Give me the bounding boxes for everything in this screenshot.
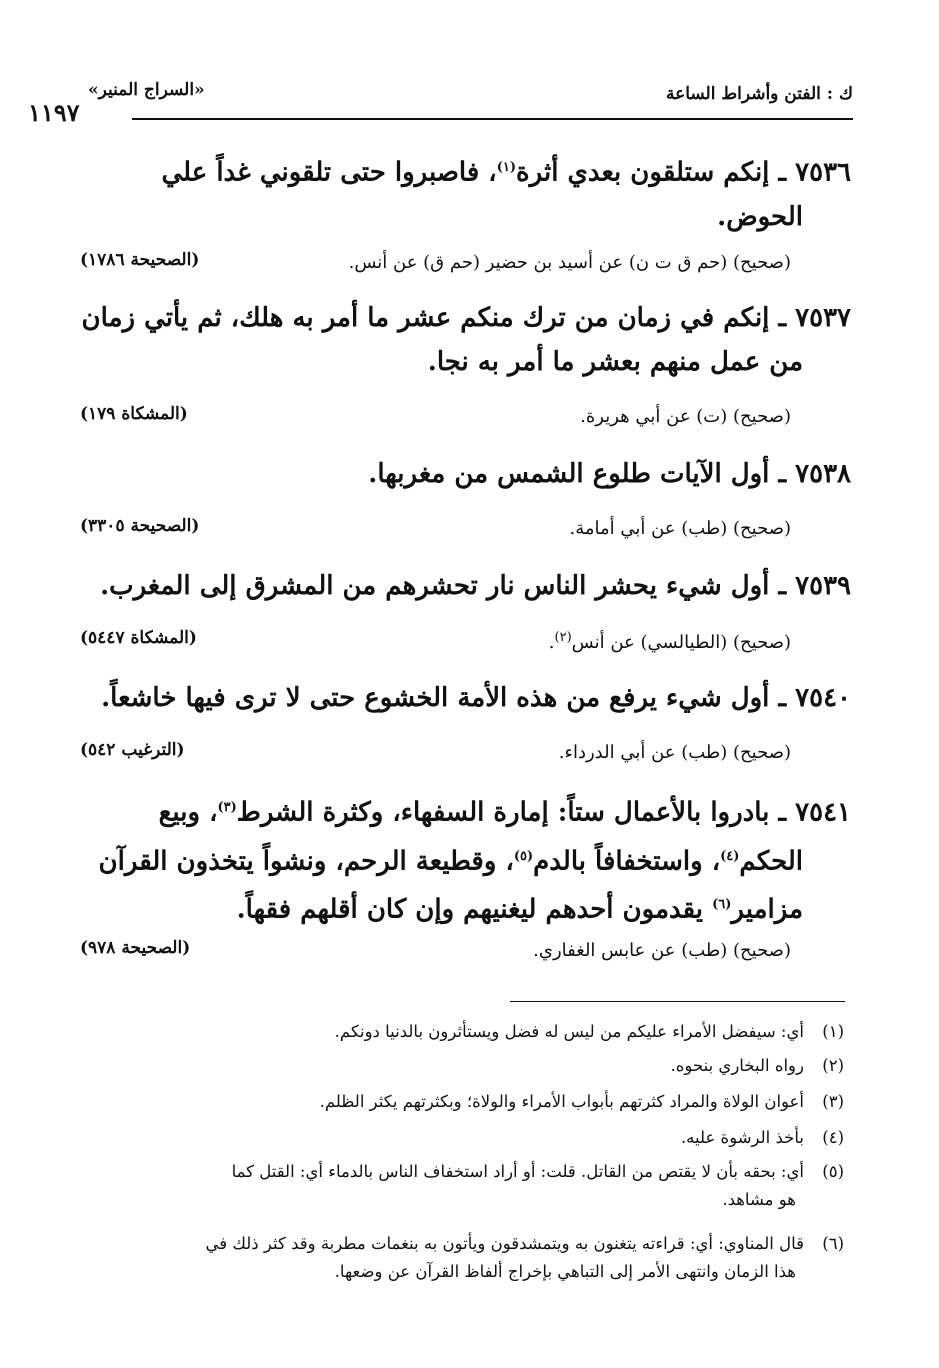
footnote-text: هذا الزمان وانتهى الأمر إلى التباهي بإخراج ألفاظ القرآن عن وضعها. (334, 1262, 796, 1281)
hadith-text: ـ أول شيء يحشر الناس نار تحشرهم من المشرق إلى المغرب. (100, 571, 787, 601)
footnote-ref: (١) (496, 160, 516, 175)
hadith-text: ، وقطيعة الرحم، ونشواً يتخذون القرآن (98, 846, 514, 877)
footnote-number: (٥) (822, 1162, 844, 1181)
footnote-text: بأخذ الرشوة عليه. (680, 1128, 804, 1147)
hadith-number: ٧٥٣٦ (795, 157, 851, 188)
hadith-grade: (صحيح) (حم ق ت ن) عن أسيد بن حضير (حم ق) عن أنس. (348, 252, 791, 273)
footnote-number: (١) (822, 1022, 844, 1041)
hadith-grade: (صحيح) (الطيالسي) عن أنس$^{(٢)}$. (548, 630, 791, 653)
grade-text: (صحيح) (الطيالسي) عن أنس (571, 632, 791, 653)
footnote-ref: (٣) (217, 800, 237, 815)
footnote-text: قال المناوي: أي: قراءته يتغنون به ويتمشدقون ويأتون به بنغمات مطربة وقد كثر ذلك في (205, 1234, 804, 1253)
hadith-text: ـ إنكم ستلقون بعدي أثرة (516, 157, 787, 188)
footnote (64, 1052, 844, 1080)
hadith-line (81, 146, 851, 195)
hadith-entry (81, 452, 851, 496)
footnote-divider (510, 1001, 845, 1002)
hadith-text: مزامير (731, 894, 803, 925)
hadith-grade: (صحيح) (طب) عن عابس الغفاري. (533, 940, 791, 961)
page-header (28, 80, 853, 127)
hadith-number: ٧٥٣٩ (795, 571, 851, 601)
hadith-number: ٧٥٣٧ (795, 303, 851, 333)
footnote (64, 1018, 844, 1046)
footnote-text: أعوان الولاة والمراد كثرتهم بأبواب الأمراء والولاة؛ وبكثرتهم يكثر الظلم. (319, 1092, 804, 1111)
hadith-reference: (الصحيحة ٣٣٠٥) (80, 516, 200, 536)
hadith-text: ـ أول شيء يرفع من هذه الأمة الخشوع حتى لا ترى فيها خاشعاً. (101, 683, 787, 713)
footnote-ref: (٢) (554, 630, 572, 645)
hadith-entry (81, 786, 851, 932)
hadith-reference: (الصحيحة ٩٧٨) (80, 938, 191, 958)
book-title: «السراج المنير» (88, 80, 205, 100)
chapter-title: ك : الفتن وأشراط الساعة (665, 84, 853, 104)
footnote (64, 1230, 844, 1286)
hadith-reference: (المشكاة ١٧٩) (80, 404, 188, 424)
footnote (64, 1158, 844, 1214)
hadith-line (81, 883, 851, 932)
hadith-line (81, 835, 851, 884)
footnote-number: (٣) (822, 1092, 844, 1111)
hadith-text: الحكم (739, 846, 803, 877)
hadith-reference: (الترغيب ٥٤٢) (80, 740, 185, 760)
hadith-text: ـ أول الآيات طلوع الشمس من مغربها. (368, 459, 787, 489)
hadith-text: ، فاصبروا حتى تلقوني غداً علي (161, 157, 497, 188)
footnote-ref: (٦) (712, 897, 732, 913)
footnote-number: (٤) (822, 1128, 844, 1147)
hadith-grade: (صحيح) (طب) عن أبي أمامة. (569, 518, 791, 539)
footnote-text: هو مشاهد. (722, 1190, 796, 1209)
hadith-entry (81, 676, 851, 720)
footnote-number: (٦) (822, 1234, 844, 1253)
footnote (64, 1124, 844, 1152)
hadith-text: ، واستخفافاً بالدم (533, 846, 721, 877)
hadith-text: يقدمون أحدهم ليغنيهم وإن كان أقلهم فقهاً. (236, 894, 713, 925)
hadith-grade: (صحيح) (طب) عن أبي الدرداء. (558, 742, 791, 763)
hadith-entry (81, 296, 851, 384)
hadith-reference: (الصحيحة ١٧٨٦) (80, 250, 200, 270)
footnote-ref: (٤) (720, 848, 740, 864)
hadith-line: من عمل منهم بعشر ما أمر به نجا. (427, 347, 803, 377)
hadith-number: ٧٥٤١ (795, 797, 851, 828)
hadith-reference: (المشكاة ٥٤٤٧) (80, 628, 197, 648)
footnote-text: رواه البخاري بنحوه. (670, 1056, 804, 1075)
footnote-number: (٢) (822, 1056, 844, 1075)
hadith-grade: (صحيح) (ت) عن أبي هريرة. (580, 406, 791, 427)
header-rule (132, 118, 853, 120)
hadith-text: ، وبيع (158, 797, 218, 828)
hadith-text: ـ بادروا بالأعمال ستاً: إمارة السفهاء، وكثرة الشرط (236, 797, 787, 828)
hadith-line (81, 786, 851, 835)
footnote (64, 1088, 844, 1116)
hadith-line (81, 296, 851, 340)
hadith-number: ٧٥٤٠ (795, 683, 851, 713)
page-number: ١١٩٧ (28, 98, 80, 127)
hadith-line: الحوض. (717, 201, 803, 232)
footnote-ref: (٥) (513, 848, 534, 864)
hadith-entry (81, 146, 851, 239)
hadith-number: ٧٥٣٨ (795, 459, 851, 489)
hadith-entry (81, 564, 851, 608)
footnote-text: أي: سيفضل الأمراء عليكم من ليس له فضل ويستأثرون بالدنيا دونكم. (334, 1022, 804, 1041)
footnote-text: أي: بحقه بأن لا يقتص من القاتل. قلت: أو أراد استخفاف الناس بالدماء أي: القتل كما (231, 1162, 804, 1181)
hadith-text: ـ إنكم في زمان من ترك منكم عشر ما أمر به هلك، ثم يأتي زمان (81, 303, 787, 333)
